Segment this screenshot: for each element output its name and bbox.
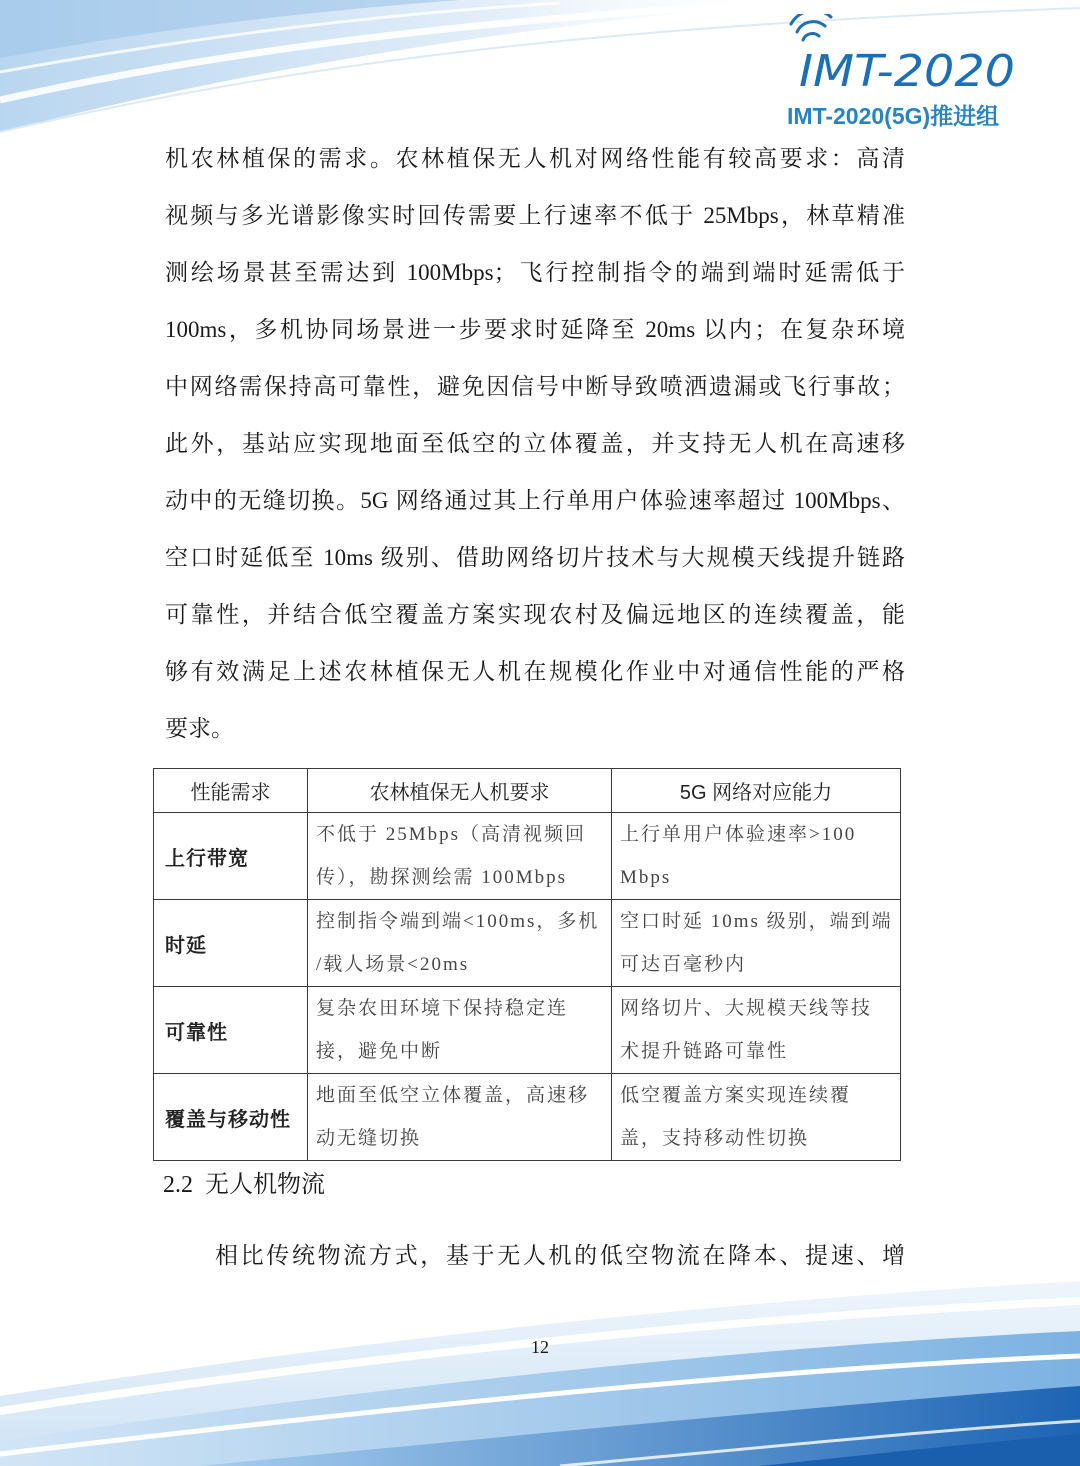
paragraph-line: 100ms，多机协同场景进一步要求时延降至 20ms 以内；在复杂环境 [165,317,905,342]
table-header-row [154,769,901,813]
paragraph-line: 够有效满足上述农林植保无人机在规模化作业中对通信性能的严格 [165,659,905,684]
logo-text: IMT-2020 [799,46,1015,97]
network-capability-cell: 低空覆盖方案实现连续覆 盖，支持移动性切换 [612,1074,901,1161]
table-row [154,1074,901,1161]
paragraph-line: 要求。 [165,716,234,741]
page-number: 12 [531,1337,549,1357]
imt2020-logo [785,14,1025,100]
table-row [154,813,901,900]
network-capability-cell: 空口时延 10ms 级别，端到端 可达百毫秒内 [612,900,901,987]
section-title: 无人机物流 [205,1172,325,1198]
table-row [154,900,901,987]
uav-requirement-cell: 控制指令端到端<100ms，多机 /载人场景<20ms [308,900,612,987]
section-number: 2.2 [163,1172,193,1198]
uav-requirement-cell: 复杂农田环境下保持稳定连 接，避免中断 [308,987,612,1074]
column-header: 农林植保无人机要求 [308,769,612,813]
paragraph-line: 中网络需保持高可靠性，避免因信号中断导致喷洒遗漏或飞行事故； [165,374,905,399]
body-paragraph [165,130,905,757]
uav-requirement-cell: 不低于 25Mbps（高清视频回 传），勘探测绘需 100Mbps [308,813,612,900]
network-capability-cell: 上行单用户体验速率>100 Mbps [612,813,901,900]
signal-waves-icon [791,14,831,40]
column-header: 性能需求 [154,769,308,813]
paragraph-line: 可靠性，并结合低空覆盖方案实现农村及偏远地区的连续覆盖，能 [165,602,905,627]
paragraph-line: 空口时延低至 10ms 级别、借助网络切片技术与大规模天线提升链路 [165,545,905,570]
paragraph-line: 测绘场景甚至需达到 100Mbps；飞行控制指令的端到端时延需低于 [165,260,905,285]
organization-name: IMT-2020(5G)推进组 [787,103,1000,129]
requirements-table [153,768,901,1161]
paragraph-line: 视频与多光谱影像实时回传需要上行速率不低于 25Mbps，林草精准 [165,203,905,228]
metric-cell: 覆盖与移动性 [154,1074,308,1161]
network-capability-cell: 网络切片、大规模天线等技 术提升链路可靠性 [612,987,901,1074]
paragraph-line: 动中的无缝切换。5G 网络通过其上行单用户体验速率超过 100Mbps、 [165,488,905,513]
metric-cell: 时延 [154,900,308,987]
paragraph-line: 相比传统物流方式，基于无人机的低空物流在降本、提速、增 [215,1243,905,1268]
column-header: 5G 网络对应能力 [612,769,901,813]
paragraph-line: 机农林植保的需求。农林植保无人机对网络性能有较高要求：高清 [165,146,905,171]
uav-requirement-cell: 地面至低空立体覆盖，高速移 动无缝切换 [308,1074,612,1161]
metric-cell: 可靠性 [154,987,308,1074]
metric-cell: 上行带宽 [154,813,308,900]
section-heading [163,1165,325,1205]
section-paragraph [215,1227,905,1284]
paragraph-line: 此外，基站应实现地面至低空的立体覆盖，并支持无人机在高速移 [165,431,905,456]
table-row [154,987,901,1074]
